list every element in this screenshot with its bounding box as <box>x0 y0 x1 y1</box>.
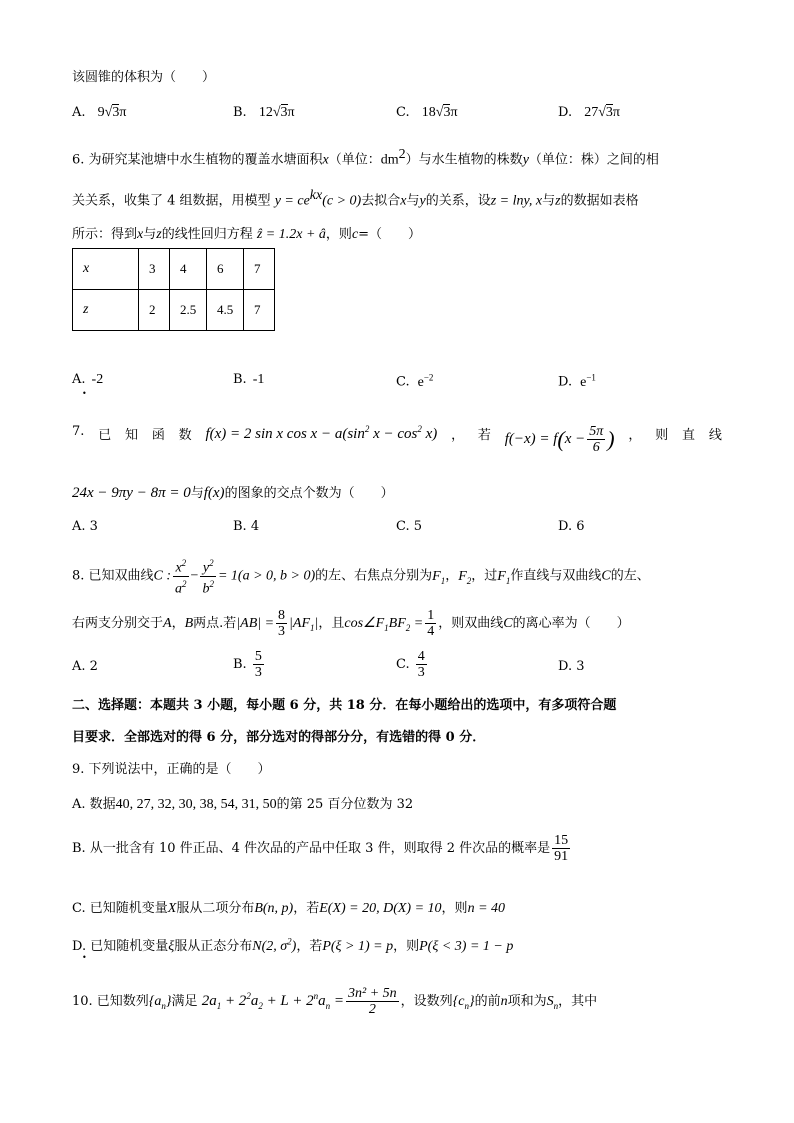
q9-stem: 9. 下列说法中，正确的是（ ） <box>72 762 271 777</box>
option-label: D. <box>558 374 573 390</box>
option-value: $e^{-2}$ <box>417 372 434 390</box>
option-value: 6 <box>576 519 585 534</box>
option-c[interactable] <box>396 519 422 534</box>
q10-line-1: 10. 已知数列$\{a_n\}$满足 $2a_1 + 2^2a_2 + L + 2^na_n$ = $\frac{\text{3n² + 5n}}{2}$ ，设数列$\{c_n\}$的前n项和为$S_n$，其中 <box>72 986 598 1017</box>
data-table <box>72 248 275 331</box>
option-value: 12√3π <box>258 105 295 120</box>
table-cell: 6 <box>207 249 244 290</box>
option-value: 9√3π <box>97 105 127 120</box>
table-cell: z <box>73 290 139 331</box>
bullet-dot: • <box>82 389 87 398</box>
option-label: D. <box>558 105 573 120</box>
option-value: $\frac{5}{3}$ <box>254 649 262 680</box>
q8-line-2: 右两支分别交于A，B两点.若|AB| = $\frac{8}{3}$ $|AF_1|$，且$\cos\angle F_1BF_2$ = $\frac{1}{4}$ ，则双曲线C的离心率为（ ） <box>72 608 630 639</box>
bullet-dot: • <box>82 953 87 962</box>
option-label: B. <box>233 657 247 672</box>
option-label: B. <box>233 519 247 534</box>
table-cell: 2.5 <box>170 290 207 331</box>
option-d[interactable] <box>558 372 596 391</box>
table-row <box>73 249 275 290</box>
q9-option-a[interactable]: A. 数据40, 27, 32, 30, 38, 54, 31, 50的第 25 百分位数为 32 <box>72 797 414 812</box>
option-value: 3 <box>89 519 98 534</box>
option-value: 27√3π <box>584 105 620 120</box>
prev-question-stem: 该圆锥的体积为（ ） <box>72 70 216 85</box>
option-label: A. <box>72 519 86 534</box>
option-b[interactable] <box>233 105 295 121</box>
option-value: -1 <box>252 372 265 387</box>
option-label: D. <box>558 519 573 534</box>
q6-line-2: 关关系，收集了 4 组数据，用模型 $y = ce^{kx}(c > 0)$去拟合x与y的关系，设z = lny, x与z的数据如表格 <box>72 188 639 209</box>
option-label: C. <box>396 657 410 672</box>
option-b[interactable] <box>233 372 264 388</box>
section-heading-line-1: 二、选择题：本题共 3 小题，每小题 6 分，共 18 分．在每小题给出的选项中，有多项符合题 <box>72 698 617 713</box>
option-label: C. <box>396 374 410 390</box>
option-value: -2 <box>91 372 104 387</box>
q7-line-1: 7. 已 知 函 数 f(x) = 2 sin x $\cos x - a(\sin^2$ $x - \cos^2 x$) ， 若 f(−x) = f(x − $\frac{5\pi}{6}$ ) ， 则 直 线 <box>72 424 722 455</box>
section-heading-line-2: 目要求．全部选对的得 6 分，部分选对的得部分分，有选错的得 0 分． <box>72 730 486 745</box>
option-label: A. <box>72 659 86 674</box>
option-c[interactable] <box>396 649 429 680</box>
table-cell: x <box>73 249 139 290</box>
option-label: C. <box>396 105 410 120</box>
option-a[interactable] <box>72 519 98 534</box>
option-value: $\frac{4}{3}$ <box>417 649 425 680</box>
option-value: 2 <box>89 659 98 674</box>
option-b[interactable] <box>233 519 259 534</box>
option-d[interactable] <box>558 105 620 121</box>
option-a[interactable] <box>72 659 98 674</box>
q9-option-c[interactable]: C. 已知随机变量X服从二项分布B(n, p)，若E(X) = 20, D(X) = 10，则n = 40 <box>72 901 506 916</box>
table-row <box>73 290 275 331</box>
option-d[interactable] <box>558 519 585 534</box>
option-value: $e^{-1}$ <box>580 372 596 390</box>
table-cell: 4.5 <box>207 290 244 331</box>
q7-line-2: 24x − 9πy − 8π = 0与f(x)的图象的交点个数为（ ） <box>72 485 394 501</box>
option-label: C. <box>396 519 410 534</box>
option-value: 5 <box>413 519 423 534</box>
table-cell: 7 <box>244 290 275 331</box>
option-value: 18√3π <box>421 105 458 120</box>
q8-line-1: 8. 已知双曲线C : $\frac{x^2}{a^2}$ − $\frac{y^2}{b^2}$ = 1(a > 0, b > 0)的左、右焦点分别为$F_1$，$F_2$，过$F_1$作直线与双曲线C的左、 <box>72 558 650 597</box>
option-label: B. <box>233 372 247 387</box>
option-a[interactable] <box>72 105 126 121</box>
option-label: A. <box>72 105 86 120</box>
q6-line-1: 6. 为研究某池塘中水生植物的覆盖水塘面积x（单位：$dm^2$）与水生植物的株数y（单位：株）之间的相 <box>72 147 659 168</box>
table-cell: 4 <box>170 249 207 290</box>
option-value: 3 <box>576 659 585 674</box>
option-b[interactable] <box>233 649 266 680</box>
option-a[interactable] <box>72 372 103 388</box>
option-label: B. <box>233 105 247 120</box>
option-value: 4 <box>250 519 260 534</box>
option-label: D. <box>558 659 573 674</box>
q6-line-3: 所示：得到x与z的线性回归方程 ẑ = 1.2x + â，则c=（ ） <box>72 227 422 242</box>
option-label: A. <box>72 372 86 387</box>
option-d[interactable] <box>558 659 585 674</box>
table-cell: 2 <box>139 290 170 331</box>
q9-option-b[interactable]: B. 从一批含有 10 件正品、4 件次品的产品中任取 3 件，则取得 2 件次品的概率是 $\frac{15}{91}$ <box>72 833 569 864</box>
q9-option-d[interactable]: D. 已知随机变量ξ服从正态分布N(2, $\sigma^2$)，若P(ξ > 1) = p，则P(ξ < 3) = 1 − p <box>72 936 514 954</box>
option-c[interactable] <box>396 372 433 391</box>
option-c[interactable] <box>396 105 458 121</box>
table-cell: 7 <box>244 249 275 290</box>
table-cell: 3 <box>139 249 170 290</box>
